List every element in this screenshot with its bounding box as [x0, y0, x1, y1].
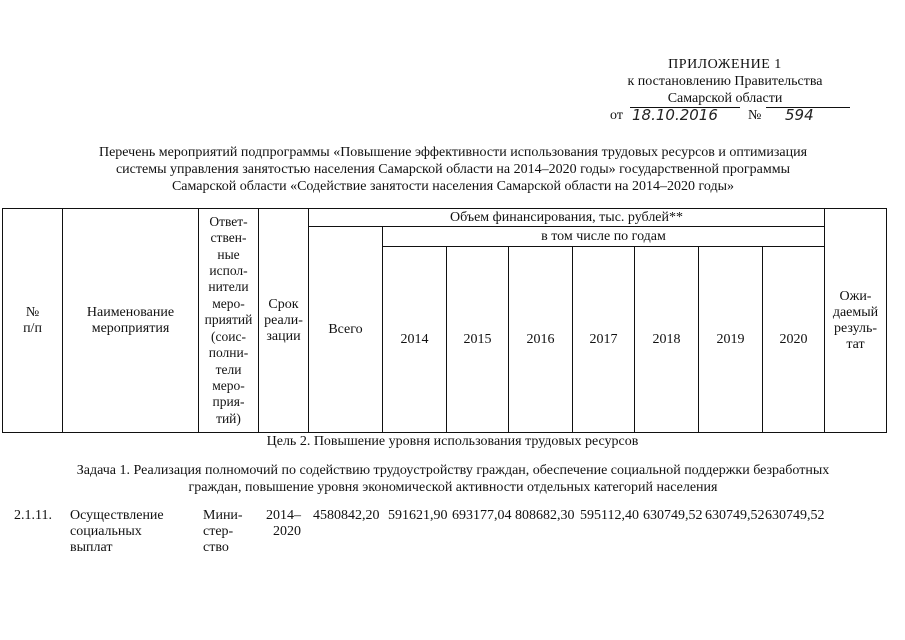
- date-value: 18.10.2016: [632, 106, 718, 124]
- header-responsible-line: меро-: [212, 295, 245, 311]
- number-underline: [766, 107, 850, 108]
- header-responsible-line: полни-: [208, 345, 249, 361]
- header-financing: Объем финансирования, тыс. рублей**: [309, 209, 825, 227]
- header-responsible-line: тий): [216, 410, 241, 426]
- header-num: [3, 209, 63, 433]
- header-responsible-line: меро-: [212, 377, 245, 393]
- row-responsible-line: стер-: [203, 524, 234, 539]
- header-name-line: Наименование: [86, 304, 175, 320]
- row-responsible-line: Мини-: [203, 508, 243, 523]
- row-term-line: 2020: [273, 524, 301, 539]
- row-value: 630749,52: [765, 508, 825, 523]
- row-responsible-line: ство: [203, 540, 229, 555]
- appendix-line-1: к постановлению Правительства: [627, 74, 823, 89]
- row-num: 2.1.11.: [14, 508, 52, 523]
- header-year: 2019: [699, 247, 763, 433]
- task-heading: [20, 462, 886, 496]
- header-result-line: тат: [846, 336, 865, 352]
- header-responsible: [199, 209, 259, 433]
- row-responsible: [203, 508, 243, 556]
- title-line: Перечень мероприятий подпрограммы «Повышение эффективности использования трудовых ресурсов и оптимизация: [98, 145, 808, 160]
- header-responsible-line: (соис-: [211, 328, 246, 344]
- row-name-line: выплат: [70, 540, 113, 555]
- row-value: 591621,90: [388, 508, 448, 523]
- row-name: [70, 508, 164, 556]
- header-term-line: Срок: [268, 296, 299, 312]
- header-responsible-line: испол-: [209, 263, 248, 279]
- header-responsible-line: Ответ-: [209, 213, 248, 229]
- appendix-line-2: Самарской области: [667, 91, 783, 106]
- header-term: [259, 209, 309, 433]
- header-term-line: реали-: [264, 312, 303, 328]
- appendix-title: ПРИЛОЖЕНИЕ 1: [668, 57, 782, 72]
- row-term: [266, 508, 301, 540]
- row-value: 630749,52: [643, 508, 703, 523]
- row-value: 808682,30: [515, 508, 575, 523]
- row-value: 630749,52: [705, 508, 765, 523]
- header-year: 2014: [383, 247, 447, 433]
- row-term-line: 2014–: [266, 508, 301, 523]
- number-prefix: №: [748, 108, 762, 123]
- header-responsible-line: ствен-: [210, 230, 247, 246]
- row-name-line: Осуществление: [70, 508, 164, 523]
- header-num-line: №: [25, 304, 40, 320]
- title-line: Самарской области «Содействие занятости населения Самарской области на 2014–2020 годы»: [171, 179, 735, 194]
- header-result-line: даемый: [832, 304, 879, 320]
- document-title: [20, 144, 886, 195]
- header-responsible-line: приятий: [204, 312, 253, 328]
- header-responsible-line: нители: [208, 279, 249, 295]
- header-name: [63, 209, 199, 433]
- header-responsible-line: тели: [215, 361, 242, 377]
- header-name-line: мероприятия: [91, 320, 170, 336]
- appendix-date-line: [590, 107, 860, 127]
- goal-heading: Цель 2. Повышение уровня использования трудовых ресурсов: [266, 434, 639, 449]
- header-by-years: в том числе по годам: [383, 227, 825, 247]
- measures-table-header: [2, 208, 887, 433]
- title-line: системы управления занятостью населения Самарской области на 2014–2020 годы» государственной программы: [115, 162, 791, 177]
- appendix-block: [590, 56, 860, 127]
- header-result-line: Ожи-: [839, 288, 872, 304]
- header-year: 2018: [635, 247, 699, 433]
- date-underline: [630, 107, 740, 108]
- header-result: [825, 209, 887, 433]
- row-value: 693177,04: [452, 508, 512, 523]
- date-prefix: от: [610, 108, 623, 123]
- header-year: 2016: [509, 247, 573, 433]
- header-year: 2015: [447, 247, 509, 433]
- header-term-line: зации: [266, 328, 301, 344]
- header-year: 2020: [763, 247, 825, 433]
- header-responsible-line: ные: [217, 246, 240, 262]
- header-year: 2017: [573, 247, 635, 433]
- header-num-line: п/п: [23, 320, 42, 336]
- header-result-line: резуль-: [833, 320, 878, 336]
- row-name-line: социальных: [70, 524, 142, 539]
- number-value: 594: [785, 106, 814, 124]
- header-responsible-line: прия-: [212, 394, 245, 410]
- header-total: Всего: [309, 227, 383, 433]
- task-line: Задача 1. Реализация полномочий по содействию трудоустройству граждан, обеспечение социальной поддержки безработных: [76, 463, 830, 478]
- task-line: граждан, повышение уровня экономической активности отдельных категорий населения: [188, 480, 718, 495]
- row-value: 595112,40: [580, 508, 639, 523]
- row-total: 4580842,20: [313, 508, 380, 523]
